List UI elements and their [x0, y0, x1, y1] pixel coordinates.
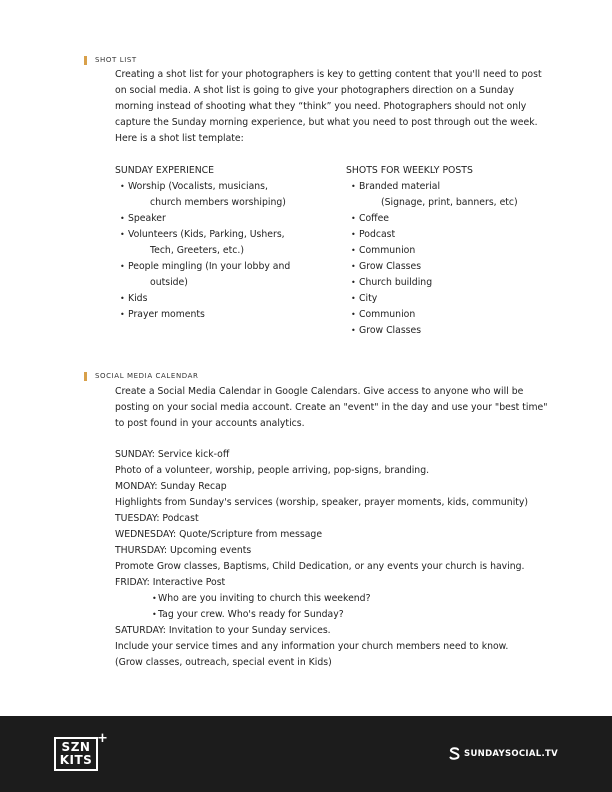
weekly-posts-column: [346, 163, 566, 339]
list-item-text: City: [359, 293, 378, 304]
shot-list-intro: Creating a shot list for your photographers is key to getting content that you'll need to post on social media. A shot list is going to give your photographers direction on a Sunday morning instead of shooting what they “think” you need. Photographers should not only capture the Sunday morning experience, but what you need to post through out the week. Here is a shot list template:: [115, 69, 542, 144]
calendar-heading: [84, 371, 199, 381]
s-logo-icon: [449, 747, 460, 760]
list-item: [115, 259, 335, 291]
sunday-experience-list: [115, 179, 335, 323]
list-item-text: Communion: [359, 309, 416, 320]
calendar-bullet-line: • Who are you inviting to church this weekend?: [115, 591, 555, 607]
section-marker-icon: [84, 56, 87, 65]
list-item-continuation: (Signage, print, banners, etc): [381, 197, 518, 208]
list-item: [346, 323, 566, 339]
list-item: [346, 307, 566, 323]
list-item: [346, 259, 566, 275]
calendar-line: MONDAY: Sunday Recap: [115, 481, 227, 492]
footer: [0, 716, 612, 792]
calendar-line: TUESDAY: Podcast: [115, 513, 199, 524]
list-item: [346, 227, 566, 243]
shot-list-heading-text: SHOT LIST: [95, 56, 137, 64]
list-item-continuation: Tech, Greeters, etc.): [150, 245, 244, 256]
list-item: [115, 179, 335, 211]
list-item: [346, 179, 566, 211]
list-item-text: Podcast: [359, 229, 396, 240]
calendar-line: Highlights from Sunday's services (worship, speaker, prayer moments, kids, community): [115, 497, 529, 508]
list-item-text: Coffee: [359, 213, 390, 224]
calendar-line: SATURDAY: Invitation to your Sunday services.: [115, 625, 331, 636]
list-item-text: Grow Classes: [359, 325, 422, 336]
calendar-line: WEDNESDAY: Quote/Scripture from message: [115, 529, 323, 540]
list-item: [346, 243, 566, 259]
list-item: [346, 211, 566, 227]
brand-text: SUNDAYSOCIAL.TV: [464, 748, 558, 759]
plus-icon: +: [97, 731, 108, 746]
list-item-text: People mingling (In your lobby and: [128, 261, 291, 272]
sunday-experience-column: [115, 163, 335, 323]
weekly-posts-list: [346, 179, 566, 339]
calendar-line: Include your service times and any information your church members need to know.: [115, 641, 509, 652]
calendar-bullet-line: • Tag your crew. Who's ready for Sunday?: [115, 607, 555, 623]
calendar-line: Photo of a volunteer, worship, people arriving, pop-signs, branding.: [115, 465, 430, 476]
sunday-experience-title: SUNDAY EXPERIENCE: [115, 165, 215, 176]
list-item-continuation: church members worshiping): [150, 197, 286, 208]
calendar-line: FRIDAY: Interactive Post: [115, 577, 226, 588]
list-item-text: Branded material: [359, 181, 441, 192]
calendar-line: SUNDAY: Service kick-off: [115, 449, 230, 460]
list-item: [115, 211, 335, 227]
list-item-text: Prayer moments: [128, 309, 205, 320]
list-item: [346, 275, 566, 291]
calendar-line: (Grow classes, outreach, special event in Kids): [115, 657, 332, 668]
list-item-text: Communion: [359, 245, 416, 256]
list-item-text: Volunteers (Kids, Parking, Ushers,: [128, 229, 285, 240]
weekly-posts-title: SHOTS FOR WEEKLY POSTS: [346, 165, 473, 176]
list-item-text: Grow Classes: [359, 261, 422, 272]
list-item-continuation: outside): [150, 277, 188, 288]
calendar-line: Promote Grow classes, Baptisms, Child Dedication, or any events your church is having.: [115, 561, 525, 572]
list-item: [115, 291, 335, 307]
calendar-schedule: [115, 447, 555, 671]
szn-kits-logo: SZN KITS: [54, 737, 98, 771]
shot-list-heading: [84, 55, 137, 65]
list-item: [346, 291, 566, 307]
calendar-intro: Create a Social Media Calendar in Google Calendars. Give access to anyone who will be posting on your social media account. Create an "event" in the day and use your "best time" to post found in your accounts analytics.: [115, 386, 548, 429]
calendar-heading-text: SOCIAL MEDIA CALENDAR: [95, 372, 199, 380]
list-item-text: Worship (Vocalists, musicians,: [128, 181, 268, 192]
sunday-social-brand: [449, 747, 558, 760]
calendar-line: THURSDAY: Upcoming events: [115, 545, 252, 556]
list-item: [115, 227, 335, 259]
list-item-text: Church building: [359, 277, 433, 288]
list-item: [115, 307, 335, 323]
section-marker-icon: [84, 372, 87, 381]
list-item-text: Kids: [128, 293, 148, 304]
list-item-text: Speaker: [128, 213, 166, 224]
